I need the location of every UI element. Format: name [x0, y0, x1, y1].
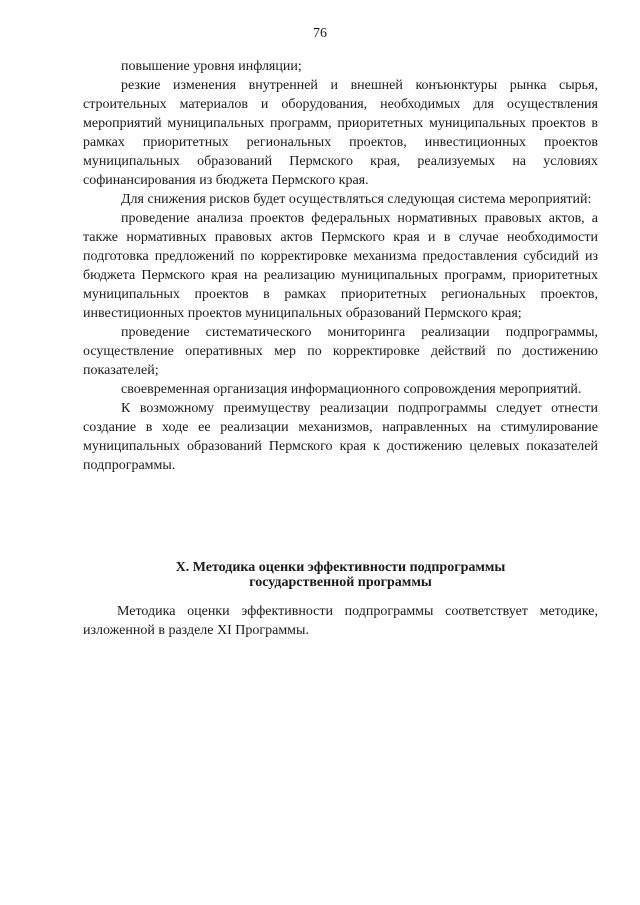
paragraph-advantage: К возможному преимуществу реализации подпрограммы следует отнести создание в ходе ее реализации механизмов, направленных на стимулирование муниципальных образований Пермского края к достижению целевых показателей подпрограммы.	[83, 401, 598, 473]
paragraph-monitoring: проведение систематического мониторинга реализации подпрограммы, осуществление оперативных мер по корректировке действий по достижению показателей;	[83, 325, 598, 378]
paragraph-methodology: Методика оценки эффективности подпрограммы соответствует методике, изложенной в разделе XI Программы.	[83, 604, 598, 638]
section-heading-line-2: государственной программы	[249, 575, 432, 590]
section-body	[83, 602, 598, 640]
page-number: 76	[313, 26, 327, 41]
paragraph-legal-analysis: проведение анализа проектов федеральных нормативных правовых актов, а также нормативных правовых актов Пермского края и в случае необходимости подготовка предложений по корректировке механизма предоставления субсидий из бюджета Пермского края на реализацию муниципальных программ, приоритетных муниципальных проектов в рамках приоритетных региональных проектов, инвестиционных проектов муниципальных образований Пермского края;	[83, 211, 598, 321]
paragraph-risk-measures: Для снижения рисков будет осуществляться следующая система мероприятий:	[121, 192, 592, 207]
section-heading	[83, 560, 598, 590]
section-heading-line-1: X. Методика оценки эффективности подпрограммы	[175, 560, 506, 575]
paragraph-market-changes: резкие изменения внутренней и внешней конъюнктуры рынка сырья, строительных материалов и оборудования, необходимых для осуществления мероприятий муниципальных программ, приоритетных муниципальных проектов в рамках приоритетных региональных проектов, инвестиционных проектов муниципальных образований Пермского края, реализуемых на условиях софинансирования из бюджета Пермского края.	[83, 78, 598, 188]
paragraph-inflation: повышение уровня инфляции;	[121, 59, 302, 74]
paragraph-info-support: своевременная организация информационного сопровождения мероприятий.	[121, 382, 582, 397]
body-text	[83, 57, 598, 475]
